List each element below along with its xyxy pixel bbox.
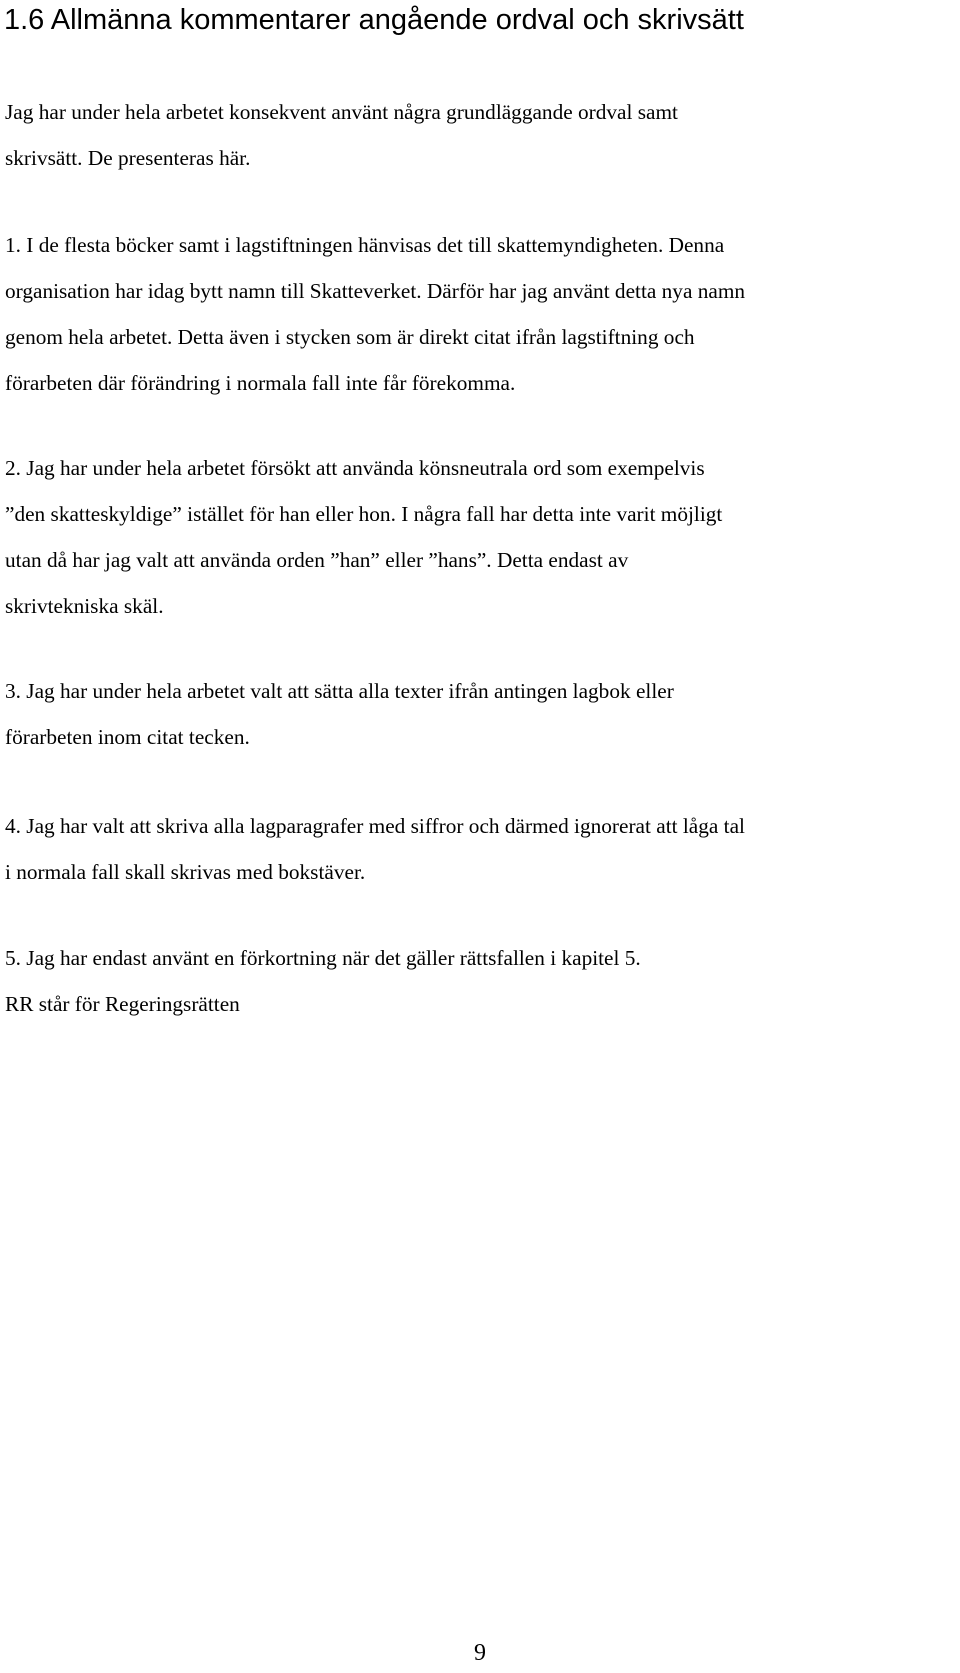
text-line: i normala fall skall skrivas med bokstäver. [5, 860, 366, 884]
text-line: utan då har jag valt att använda orden ”han” eller ”hans”. Detta endast av [5, 548, 629, 572]
text-line: 4. Jag har valt att skriva alla lagparagrafer med siffror och därmed ignorerat att låga tal [5, 814, 745, 838]
text-line: skrivtekniska skäl. [5, 594, 164, 618]
text-line: ”den skatteskyldige” istället för han eller hon. I några fall har detta inte varit möjligt [5, 502, 723, 526]
text-line: genom hela arbetet. Detta även i stycken som är direkt citat ifrån lagstiftning och [5, 325, 695, 349]
text-line: förarbeten där förändring i normala fall inte får förekomma. [5, 371, 516, 395]
list-item-1 [5, 222, 945, 406]
list-item-4 [5, 803, 945, 895]
text-line: skrivsätt. De presenteras här. [5, 146, 251, 170]
section-heading: 1.6 Allmänna kommentarer angående ordval och skrivsätt [4, 4, 744, 36]
text-line: förarbeten inom citat tecken. [5, 725, 250, 749]
text-line: 1. I de flesta böcker samt i lagstiftningen hänvisas det till skattemyndigheten. Denna [5, 233, 725, 257]
list-item-5 [5, 935, 945, 1027]
text-line: Jag har under hela arbetet konsekvent använt några grundläggande ordval samt [5, 100, 678, 124]
list-item-2 [5, 445, 945, 629]
text-line: 5. Jag har endast använt en förkortning när det gäller rättsfallen i kapitel 5. [5, 946, 641, 970]
text-line: 2. Jag har under hela arbetet försökt att använda könsneutrala ord som exempelvis [5, 456, 705, 480]
page-number: 9 [474, 1640, 486, 1666]
intro-paragraph [5, 89, 945, 181]
list-item-3 [5, 668, 945, 760]
text-line: RR står för Regeringsrätten [5, 992, 240, 1016]
text-line: 3. Jag har under hela arbetet valt att sätta alla texter ifrån antingen lagbok eller [5, 679, 674, 703]
text-line: organisation har idag bytt namn till Skatteverket. Därför har jag använt detta nya namn [5, 279, 746, 303]
